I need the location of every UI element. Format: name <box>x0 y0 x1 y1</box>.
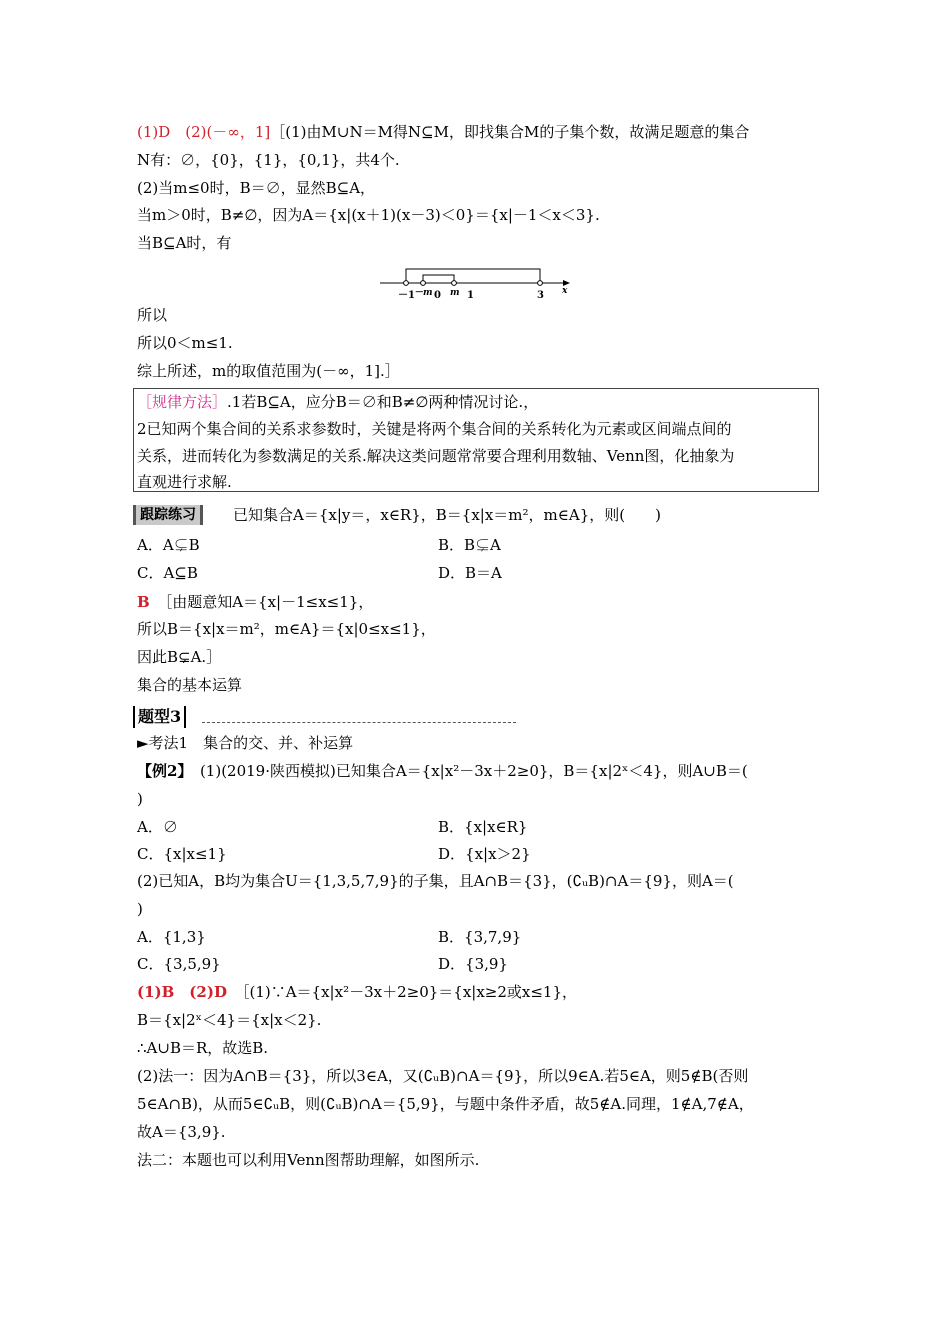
tick-label: －1 <box>398 290 415 301</box>
option-b: B．{3,7,9} <box>438 928 522 946</box>
practice-answer: B <box>137 593 150 611</box>
example-q1-text: (1)(2019·陕西模拟)已知集合A＝{x|x²－3x＋2≥0}，B＝{x|2ˣ＜4}，则A∪B＝( <box>199 762 748 780</box>
tick-label: m <box>450 288 460 298</box>
tick-label: 1 <box>467 290 474 301</box>
tick-label: 3 <box>537 290 544 301</box>
example-solution-line: 故A＝{3,9}. <box>137 1123 226 1141</box>
method-line: 直观进行求解. <box>137 473 232 491</box>
answer-line-1 <box>137 121 749 143</box>
solution-line: 当B⊆A时，有 <box>137 234 232 252</box>
option-c: C．A⊆B <box>137 564 198 582</box>
example-solution-1 <box>137 981 577 1003</box>
solution-line: 所以 <box>137 306 168 324</box>
option-b: B．B⊊A <box>438 536 501 554</box>
method-text: .1若B⊆A，应分B＝∅和B≠∅两种情况讨论.， <box>227 393 539 411</box>
tick-label: －m <box>414 288 433 298</box>
option-d: D．{x|x＞2} <box>438 845 531 863</box>
example-q2-line-2: ) <box>137 900 143 918</box>
method-tag: ［规律方法］ <box>137 393 228 411</box>
practice-solution-line: 因此B⊊A.］ <box>137 648 222 666</box>
practice-tag: 跟踪练习 <box>133 505 203 525</box>
method-line: 关系，进而转化为参数满足的关系.解决这类问题常常要合理利用数轴、Venn图，化抽象为 <box>137 447 735 465</box>
example-answer: (1)B (2)D <box>137 983 227 1001</box>
method-title: ►考法1 集合的交、并、补运算 <box>137 734 354 752</box>
example-label: 【例2】 <box>137 762 185 780</box>
answer-label: (1)D (2)(－∞，1] <box>137 123 271 141</box>
number-line-diagram <box>378 266 578 302</box>
option-a: A．A⊊B <box>137 536 200 554</box>
solution-line: N有：∅，{0}，{1}，{0,1}，共4个. <box>137 151 400 169</box>
example-q1-line-1 <box>137 760 748 782</box>
example-solution-line: 5∈A∩B)，从而5∈∁ᵤB，则(∁ᵤB)∩A＝{5,9}，与题中条件矛盾，故5∉A.同理，1∉A,7∉A， <box>137 1095 754 1113</box>
option-b: B．{x|x∈R} <box>438 818 528 836</box>
example-q1-line-2: ) <box>137 790 143 808</box>
example-solution-line: (2)法一：因为A∩B＝{3}，所以3∈A，又(∁ᵤB)∩A＝{9}，所以9∈A.若5∈A，则5∉B(否则 <box>137 1067 749 1085</box>
example-q2-line-1: (2)已知A，B均为集合U＝{1,3,5,7,9}的子集，且A∩B＝{3}，(∁ᵤB)∩A＝{9}，则A＝( <box>137 872 734 890</box>
dashed-divider <box>202 722 516 723</box>
type-tag: 题型3 <box>133 706 186 728</box>
solution-line: 所以0＜m≤1. <box>137 334 233 352</box>
option-c: C．{3,5,9} <box>137 955 221 973</box>
practice-question: 已知集合A＝{x|y＝，x∈R}，B＝{x|x＝m²，m∈A}，则( ) <box>233 506 661 524</box>
solution-text: ［(1)由M∪N＝M得N⊆M，即找集合M的子集个数，故满足题意的集合 <box>270 123 750 141</box>
example-solution-line: B＝{x|2ˣ＜4}＝{x|x＜2}. <box>137 1011 322 1029</box>
example-solution-text: ［(1)∵A＝{x|x²－3x＋2≥0}＝{x|x≥2或x≤1}， <box>241 983 578 1001</box>
option-a: A．∅ <box>137 818 178 836</box>
practice-solution-1 <box>137 591 373 613</box>
tick-label: 0 <box>434 290 441 301</box>
method-line: 2已知两个集合间的关系求参数时，关键是将两个集合间的关系转化为元素或区间端点间的 <box>137 420 732 438</box>
example-solution-line: ∴A∪B＝R，故选B. <box>137 1039 269 1057</box>
option-c: C．{x|x≤1} <box>137 845 227 863</box>
solution-line: (2)当m≤0时，B＝∅，显然B⊆A， <box>137 179 376 197</box>
solution-line: 综上所述，m的取值范围为(－∞，1].］ <box>137 362 400 380</box>
axis-label: x <box>562 286 568 296</box>
practice-solution-text: ［由题意知A＝{x|－1≤x≤1}， <box>164 593 374 611</box>
option-d: D．{3,9} <box>438 955 508 973</box>
option-d: D．B＝A <box>438 564 502 582</box>
solution-line: 当m＞0时，B≠∅，因为A＝{x|(x＋1)(x－3)＜0}＝{x|－1＜x＜3}. <box>137 206 600 224</box>
method-line-1 <box>137 391 538 413</box>
option-a: A．{1,3} <box>137 928 206 946</box>
example-solution-line: 法二：本题也可以利用Venn图帮助理解，如图所示. <box>137 1151 480 1169</box>
section-title: 集合的基本运算 <box>137 676 243 694</box>
practice-solution-line: 所以B＝{x|x＝m²，m∈A}＝{x|0≤x≤1}， <box>137 620 436 638</box>
